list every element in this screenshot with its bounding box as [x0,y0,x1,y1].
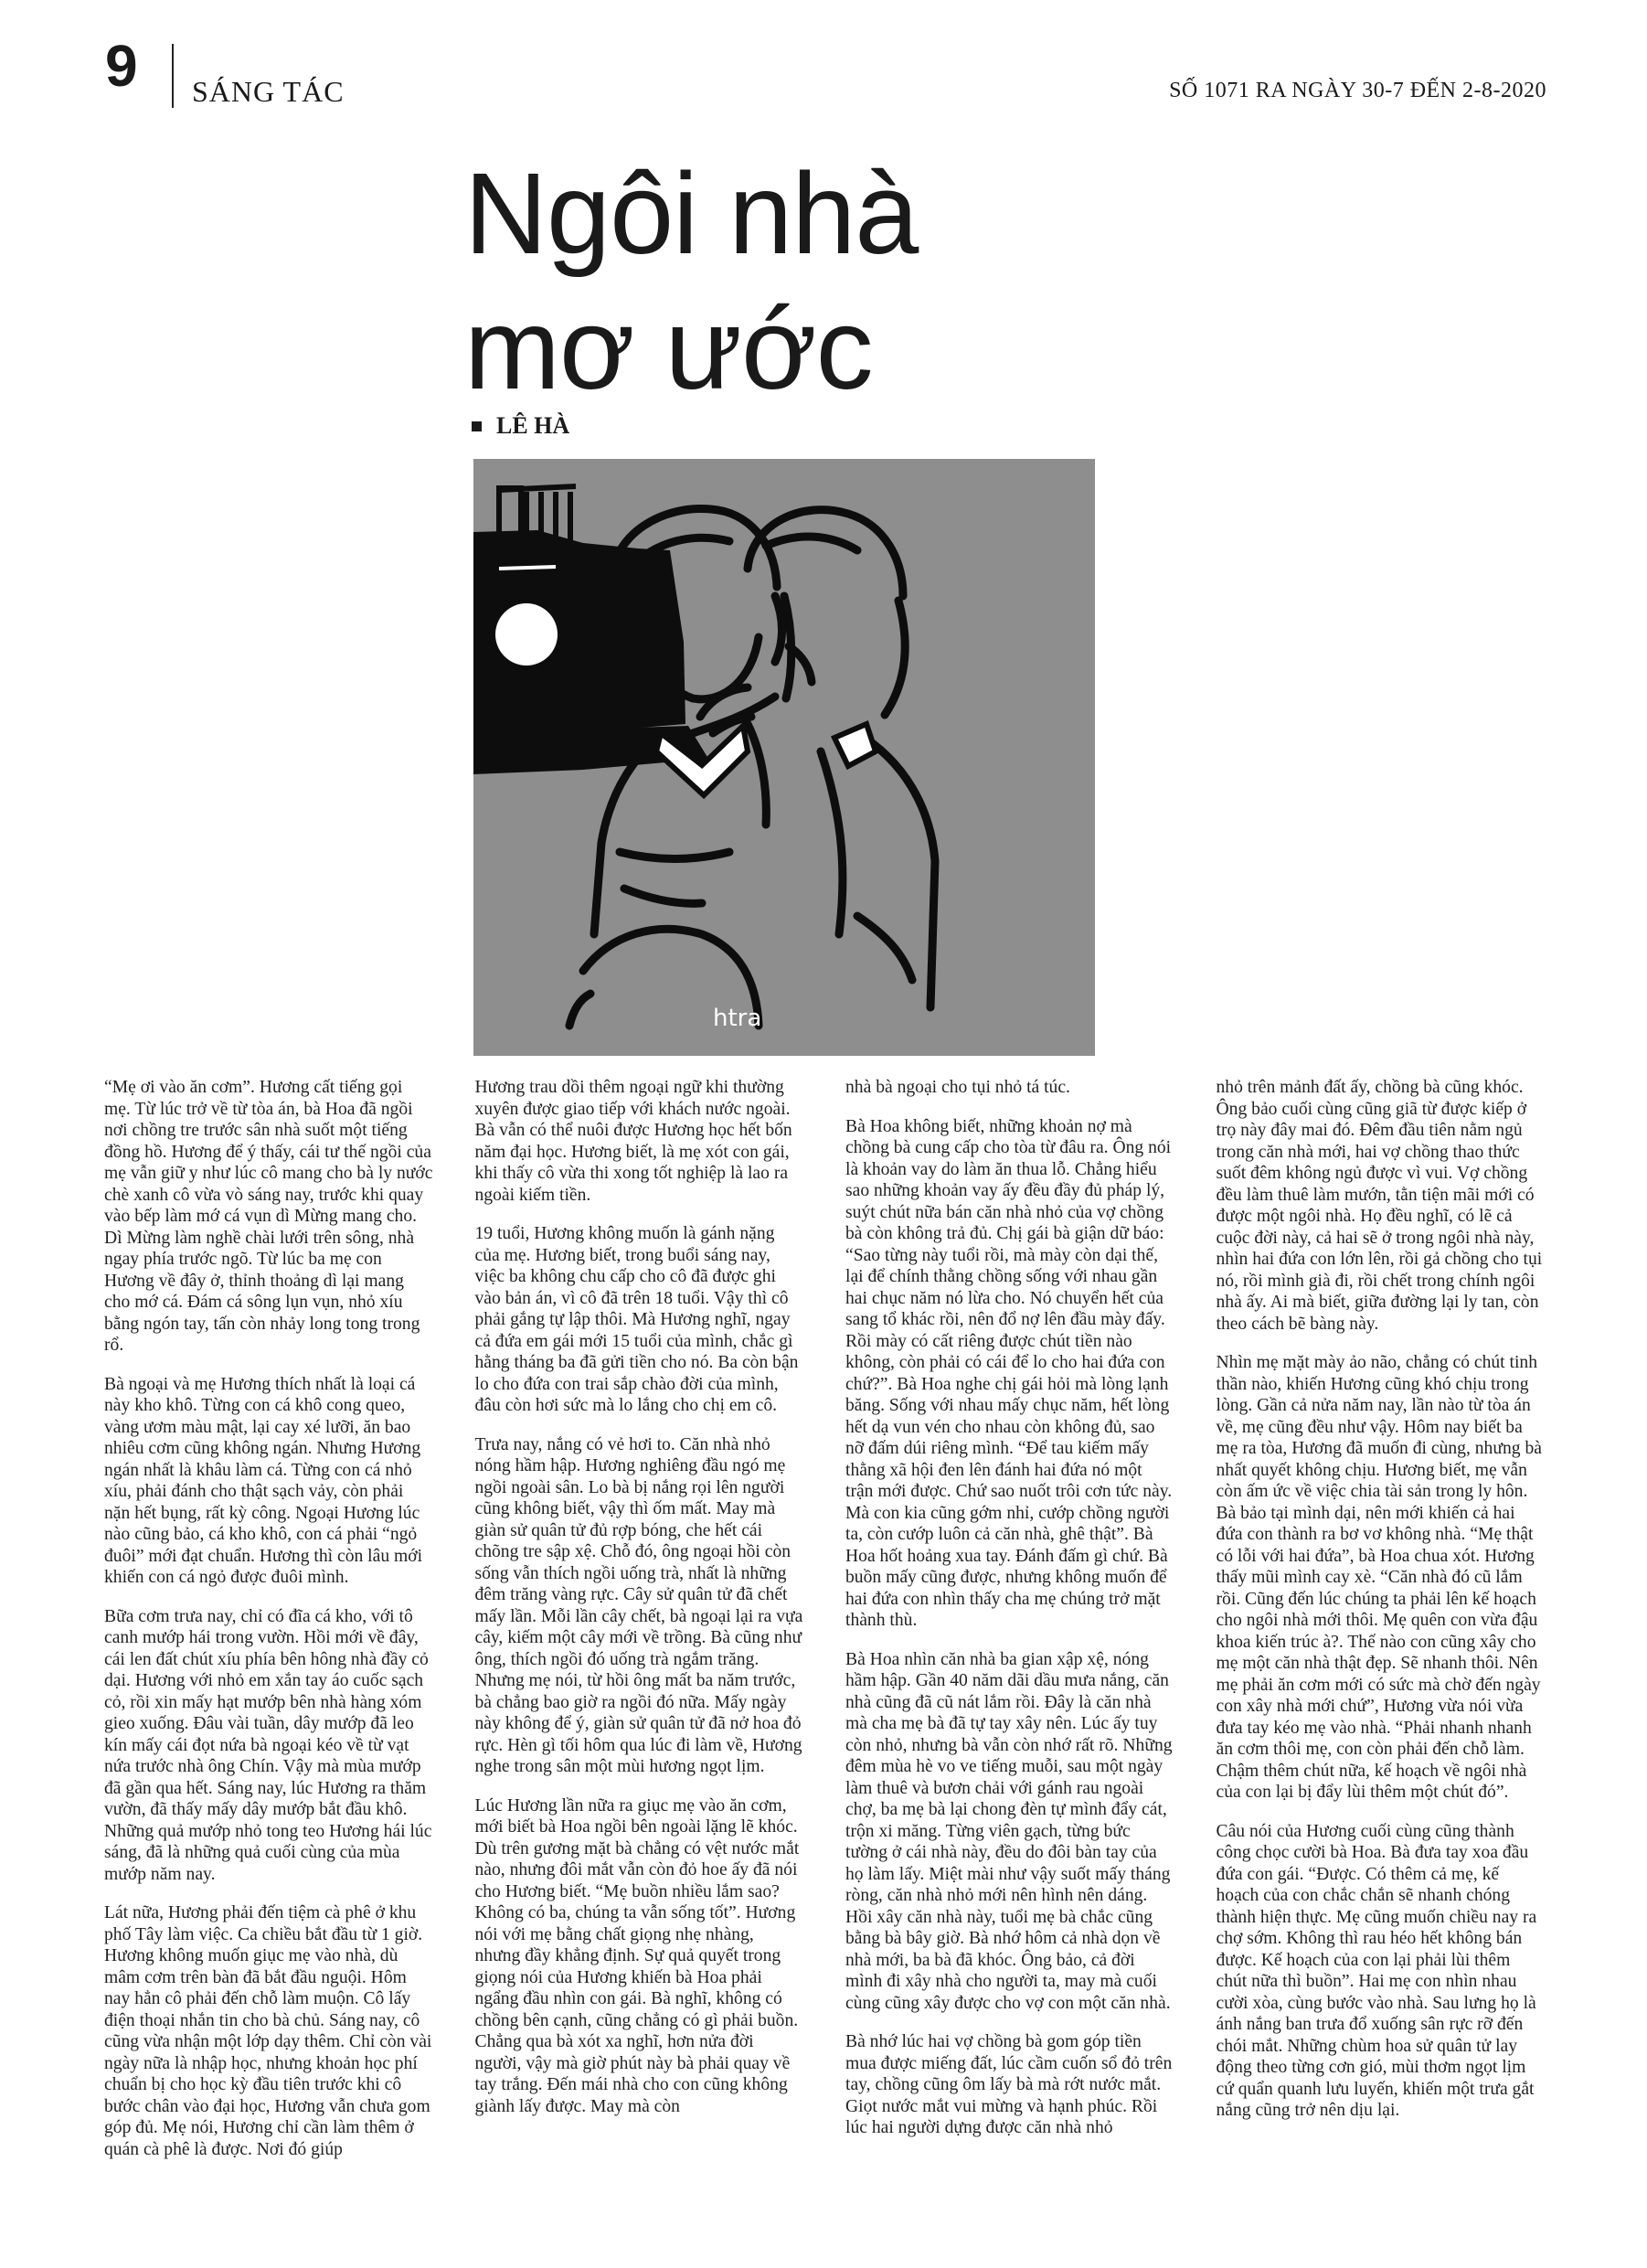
paragraph: Lát nữa, Hương phải đến tiệm cà phê ở khu phố Tây làm việc. Ca chiều bắt đầu từ 1 giờ. Hương không muốn giục mẹ vào nhà, dù mâm cơm trên bàn đã bắt đầu nguội. Hôm nay hẳn cô phải đến chỗ làm muộn. Cô lấy điện thoại nhắn tin cho bà chủ. Sáng nay, cô cũng vừa nhận một lớp dạy thêm. Chỉ còn vài ngày nữa là nhập học, nhưng khoản học phí chuẩn bị cho học kỳ đầu tiên trước khi cô bước chân vào đại học, Hương vẫn chưa gom góp đủ. Mẹ nói, Hương chỉ cần làm thêm ở quán cà phê là được. Nơi đó giúp [104,1903,432,2159]
article-body [104,1077,1545,2238]
article-title [464,146,1287,417]
paragraph: Bà nhớ lúc hai vợ chồng bà gom góp tiền mua được miếng đất, lúc cầm cuốn sổ đỏ trên tay, chồng cũng ôm lấy bà mà rớt nước mắt. Giọt nước mắt vui mừng và hạnh phúc. Rồi lúc hai người dựng được căn nhà nhỏ [845,2032,1173,2137]
paragraph: Bữa cơm trưa nay, chỉ có đĩa cá kho, với tô canh mướp hái trong vườn. Hồi mới về đây, cái len đất chút xíu phía bên hông nhà đầy cỏ dại. Hương với nhỏ em xắn tay áo cuốc sạch cỏ, rồi xin mấy hạt mướp bên nhà hàng xóm gieo xuống. Đâu vài tuần, dây mướp đã leo kín mấy cái đọt nứa bà ngoại kéo về từ vạt nứa trước nhà ông Chín. Vậy mà mùa mướp đã gần qua hết. Sáng nay, lúc Hương ra thăm vườn, đã thấy mấy dây mướp bắt đầu khô. Những quả mướp nhỏ tong teo Hương hái lúc sáng, đã là những quả cuối cùng của mùa mướp năm nay. [104,1606,432,1884]
paragraph: Trưa nay, nắng có vẻ hơi to. Căn nhà nhỏ nóng hầm hập. Hương nghiêng đầu ngó mẹ ngồi ngoài sân. Lo bà bị nắng rọi lên người cũng không biết, vậy thì ốm mất. May mà giàn sử quân tử đủ rợp bóng, che hết cái chõng tre sập xệ. Chỗ đó, ông ngoại hồi còn sống vẫn thích ngồi uống trà, nhất là những đêm trăng vàng rực. Cây sử quân tử đã chết mấy lần. Mỗi lần cây chết, bà ngoại lại ra vựa cây, kiếm một cây mới về trồng. Bà cũng như ông, thích ngồi đó uống trà ngắm trăng. Nhưng mẹ nói, từ hồi ông mất ba năm trước, bà chẳng bao giờ ra ngồi đó nữa. Mấy ngày này không để ý, giàn sử quân tử đã nở hoa đỏ rực. Hèn gì tối hôm qua lúc đi làm về, Hương nghe trong sân một mùi hương ngọt lịm. [474,1434,803,1776]
page-header [0,0,1647,128]
article-column [845,1077,1174,2238]
byline-bullet-icon [472,421,482,431]
byline [472,412,569,440]
issue-info: SỐ 1071 RA NGÀY 30-7 ĐẾN 2-8-2020 [1169,79,1546,102]
paragraph: “Mẹ ơi vào ăn cơm”. Hương cất tiếng gọi mẹ. Từ lúc trở về từ tòa án, bà Hoa đã ngồi nơi chồng tre trước sân nhà suốt một tiếng đồng hồ. Hương để ý thấy, cái tư thế ngồi của mẹ vẫn giữ y như lúc cô mang cho bà ly nước chè xanh cô vừa vò sáng nay, trước khi quay vào bếp làm mớ cá vụn dì Mừng mang cho. Dì Mừng làm nghề chài lưới trên sông, nhà ngay phía trước ngõ. Từ lúc ba mẹ con Hương về đây ở, thỉnh thoảng dì lại mang cho mớ cá. Đám cá sông lụn vụn, nhỏ xíu bằng ngón tay, tấn còn nhảy long tong trong rổ. [104,1078,433,1355]
artist-signature: htra [713,1005,762,1032]
paragraph: Lúc Hương lần nữa ra giục mẹ vào ăn cơm, mới biết bà Hoa ngồi bên ngoài lặng lẽ khóc. Dù trên gương mặt bà chẳng có vệt nước mắt nào, nhưng đôi mắt vẫn còn đỏ hoe ấy đã nói cho Hương biết. “Mẹ buồn nhiều lắm sao? Không có ba, chúng ta vẫn sống tốt”. Hương nói với mẹ bằng chất giọng nhẹ nhàng, nhưng đầy khẳng định. Sự quả quyết trong giọng nói của Hương khiến bà Hoa phải ngẩng đầu nhìn con gái. Bà nghĩ, không có chồng bên cạnh, cũng chẳng có gì phải buồn. Chẳng qua bà xót xa nghĩ, hơn nửa đời người, vậy mà giờ phút này bà phải quay về tay trắng. Đến mái nhà cho con cũng không giành lấy được. May mà còn [474,1795,800,2116]
paragraph: Hương trau dồi thêm ngoại ngữ khi thường xuyên được giao tiếp với khách nước ngoài. Bà vẫn có thể nuôi được Hương học hết bốn năm đại học. Hương biết, là mẹ xót con gái, khi thấy cô vừa thi xong tốt nghiệp là lao ra ngoài kiếm tiền. [474,1078,792,1205]
paragraph: Bà Hoa không biết, những khoản nợ mà chồng bà cung cấp cho tòa từ đâu ra. Ông nói là khoản vay do làm ăn thua lỗ. Chẳng hiểu sao những khoản vay ấy đều đầy đủ pháp lý, suýt chút nữa bán căn nhà nhỏ của vợ chồng bà còn không trả đủ. Chị gái bà giận dữ báo: “Sao từng này tuổi rồi, mà mày còn dại thế, lại để chính thằng chồng sống với nhau gần hai chục năm nó lừa cho. Nó chuyển hết của sang tổ khác rồi, nên đổ nợ lên đầu mày đấy. Rồi mày có cất riêng được chút tiền nào không, còn phải có cái để lo cho hai đứa con chứ?”. Bà Hoa nghe chị gái hỏi mà lòng lạnh băng. Sống với nhau mấy chục năm, hết lòng hết dạ vun vén cho nhau còn không đủ, sao nỡ đấm dúi riêng mình. “Để tau kiếm mấy thằng xã hội đen lên đánh hai đứa nó một trận mới được. Chứ sao nuốt trôi cơn tức này. Mà con kia cũng gớm nhỉ, cướp chồng người ta, còn cướp luôn cả căn nhà, ghê thật”. Bà Hoa hốt hoảng xua tay. Đánh đấm gì chứ. Bà buồn mấy cũng được, nhưng không muốn để hai đứa con nhìn thấy cha mẹ chúng trở mặt thành thù. [845,1116,1173,1630]
article-column [104,1077,433,2238]
article-title-line-2: mơ ước [464,284,873,413]
section-name: SÁNG TÁC [192,75,345,108]
paragraph: 19 tuổi, Hương không muốn là gánh nặng của mẹ. Hương biết, trong buổi sáng nay, việc ba không chu cấp cho cô đã được ghi vào bản án, vì cô đã trên 18 tuổi. Vậy thì cô phải gắng tự lập thôi. Mà Hương nghĩ, ngay cả đứa em gái mới 15 tuổi của mình, chắc gì hằng tháng ba đã gửi tiền cho nó. Ba còn bận lo cho đứa con trai sắp chào đời của mình, đâu còn hơi sức mà lo lắng cho chị em cô. [474,1224,799,1415]
paragraph: nhà bà ngoại cho tụi nhỏ tá túc. [845,1078,1070,1097]
article-column [1217,1077,1546,2238]
illustration-drawing [473,459,1095,1056]
page-number: 9 [105,33,138,99]
paragraph: Bà Hoa nhìn căn nhà ba gian xập xệ, nóng hầm hập. Gần 40 năm dãi dầu mưa nắng, căn nhà cũng đã cũ nát lắm rồi. Đây là căn nhà mà cha mẹ bà đã tự tay xây nên. Lúc ấy tuy còn nhỏ, nhưng bà vẫn còn nhớ rất rõ. Những đêm mùa hè vo ve tiếng muỗi, sau một ngày làm thuê và bươn chải với gánh rau ngoài chợ, ba mẹ bà lại chong đèn tự mình đẩy cát, trộn xi măng. Từng viên gạch, từng bức tường ở cái nhà này, đều do đôi bàn tay của họ làm lấy. Miệt mài như vậy suốt mấy tháng ròng, căn nhà nhỏ mới nên hình nên dáng. Hồi xây căn nhà này, tuổi mẹ bà chắc cũng bằng bà bây giờ. Bà nhớ hôm cả nhà dọn về nhà mới, ba bà đã khóc. Ông bảo, cả đời mình đi xây nhà cho người ta, may mà cuối cùng cũng xây được cho vợ con một căn nhà. [845,1649,1173,2013]
paragraph: nhỏ trên mảnh đất ấy, chồng bà cũng khóc. Ông bảo cuối cùng cũng giã từ được kiếp ở trọ này đây mai đó. Đêm đầu tiên nằm ngủ trong căn nhà mới, hai vợ chồng thao thức suốt đêm không ngủ được vì vui. Vợ chồng đều làm thuê làm mướn, tằn tiện mãi mới có được một ngôi nhà. Họ đều nghĩ, có lẽ cả cuộc đời này, cả hai sẽ ở trong ngôi nhà này, nhìn hai đứa con lớn lên, rồi gả chồng cho tụi nó, rồi mình già đi, rồi chết trong chính ngôi nhà ấy. Ai mà biết, giữa đường lại ly tan, còn theo cách bẽ bàng này. [1216,1078,1543,1334]
header-divider [172,44,174,108]
article-column [475,1077,804,2238]
paragraph: Bà ngoại và mẹ Hương thích nhất là loại cá này kho khô. Từng con cá khô cong queo, vàng ươm màu mật, lại cay xé lưỡi, ăn bao nhiêu cơm cũng không ngán. Nhưng Hương ngán nhất là khâu làm cá. Từng con cá nhỏ xíu, phải đánh cho thật sạch vảy, còn phải nặn hết bụng, rất kỳ công. Ngoại Hương lúc nào cũng bảo, cá kho khô, con cá phải “ngỏ đuôi” mới đạt chuẩn. Hương thì còn lâu mới khiến con cá ngỏ được đuôi mình. [104,1374,423,1587]
article-illustration [473,459,1095,1056]
paragraph: Câu nói của Hương cuối cùng cũng thành công chọc cười bà Hoa. Bà đưa tay xoa đầu đứa con gái. “Được. Có thêm cả mẹ, kế hoạch của con chắc chắn sẽ nhanh chóng thành hiện thực. Mẹ cũng muốn chiều nay ra chợ sớm. Không thì rau héo hết không bán được. Kế hoạch của con lại phải lùi thêm chút nữa thì buồn”. Hai mẹ con nhìn nhau cười xòa, cùng bước vào nhà. Sau lưng họ là ánh nắng ban trưa đổ xuống sân rực rỡ đến chói mắt. Những chùm hoa sử quân tử lay động theo từng cơn gió, mùi thơm ngọt lịm cứ quẩn quanh lưu luyến, khiến một trưa gắt nắng cũng trở nên dịu lại. [1216,1821,1537,2120]
article-title-line-1: Ngôi nhà [464,149,919,278]
author-name: LÊ HÀ [496,412,570,439]
paragraph: Nhìn mẹ mặt mày ảo não, chẳng có chút tinh thần nào, khiến Hương cũng khó chịu trong lòng. Gần cả nửa năm nay, lần nào từ tòa án về, mẹ cũng đều như vậy. Hôm nay biết ba mẹ ra tòa, Hương đã muốn đi cùng, nhưng bà nhất quyết không chịu. Hương biết, mẹ vẫn còn ấm ức về việc chia tài sản trong ly hôn. Bà bảo tại mình dại, nên mới khiến cả hai đứa con thành ra bơ vơ không nhà. “Mẹ thật có lỗi với hai đứa”, bà Hoa chua xót. Hương thấy mũi mình cay xè. “Căn nhà đó cũ lắm rồi. Cũng đến lúc chúng ta phải lên kế hoạch cho ngôi nhà mới thôi. Mẹ quên con vừa đậu khoa kiến trúc à?. Thế nào con cũng xây cho mẹ một căn nhà thật đẹp. Sẽ nhanh thôi. Nên mẹ phải ăn cơm mới có sức mà chờ đến ngày con xây nhà mới chứ”, Hương vừa nói vừa đưa tay kéo mẹ vào nhà. “Phải nhanh nhanh ăn cơm thôi mẹ, con còn phải đến chỗ làm. Chậm thêm chút nữa, kế hoạch về ngôi nhà của con lại bị đẩy lùi thêm một chút đó”. [1216,1353,1542,1802]
